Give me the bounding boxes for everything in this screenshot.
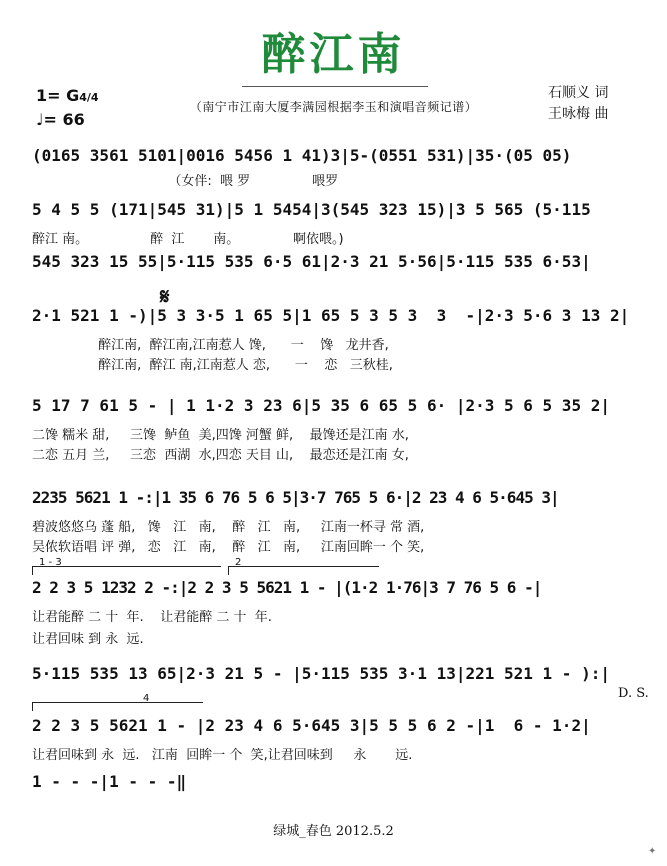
lyric-line-2: 醉江 南。 醉 江 南。 啊依喂。) bbox=[32, 232, 344, 247]
score-line-10: 1 - - -|1 - - -‖ bbox=[32, 772, 187, 791]
subtitle: （南宁市江南大厦李满园根据李玉和演唱音频记谱） bbox=[189, 100, 478, 114]
song-title: 醉江南 bbox=[261, 29, 406, 80]
score-line-1: (0165 3561 5101|0016 5456 1 41)3|5-(0551 531)|35·(05 05) bbox=[32, 146, 572, 165]
volta-label-1-3: 1 - 3 bbox=[39, 557, 62, 568]
lyric-line-4: 醉江南, 醉江 南,江南惹人 恋, 一 恋 三秋桂, bbox=[32, 358, 393, 373]
volta-bracket-2 bbox=[228, 557, 379, 575]
score-line-6: 2235 5621 1 -:|1 35 6 76 5 6 5|3·7 765 5 6·|2 23 4 6 5·645 3| bbox=[32, 488, 559, 507]
tempo-marking: ♩= 66 bbox=[36, 110, 85, 129]
lyric-line-10: 让君回味 到 永 远. bbox=[32, 632, 144, 647]
volta-bracket-4 bbox=[32, 693, 203, 711]
lyric-line-8: 吴侬软语唱 评 弹, 恋 江 南, 醉 江 南, 江南回眸一 个 笑, bbox=[32, 540, 425, 555]
score-line-2: 5 4 5 5 (171|545 31)|5 1 5454|3(545 323 15)|3 5 565 (5·115 bbox=[32, 200, 591, 219]
dal-segno: D. S. bbox=[618, 686, 649, 701]
lyric-line-1: （女伴: 喂 罗 喂罗 bbox=[32, 174, 339, 189]
volta-label-4: 4 bbox=[143, 693, 150, 704]
score-line-8: 5·115 535 13 65|2·3 21 5 - |5·115 535 3·1 13|221 521 1 - ):| bbox=[32, 664, 610, 683]
lyric-line-7: 碧波悠悠乌 蓬 船, 馋 江 南, 醉 江 南, 江南一杯寻 常 酒, bbox=[32, 520, 425, 535]
lyric-line-5: 二馋 糯米 甜, 三馋 鲈鱼 美,四馋 河蟹 鲜, 最馋还是江南 水, bbox=[32, 428, 409, 443]
lyric-line-6: 二恋 五月 兰, 三恋 西湖 水,四恋 天目 山, 最恋还是江南 女, bbox=[32, 448, 409, 463]
lyric-line-11: 让君回味到 永 远. 江南 回眸一 个 笑,让君回味到 永 远. bbox=[32, 748, 413, 763]
composer-credit: 王咏梅 曲 bbox=[548, 106, 609, 122]
score-line-5: 5 17 7 61 5 - | 1 1·2 3 23 6|5 35 6 65 5 6· |2·3 5 6 5 35 2| bbox=[32, 396, 610, 415]
footer-credit: 绿城_春色 2012.5.2 bbox=[273, 824, 394, 839]
corner-ornament-icon: ✦ bbox=[648, 846, 657, 857]
volta-bracket-1-3 bbox=[32, 557, 221, 575]
score-line-9: 2 2 3 5 5621 1 - |2 23 4 6 5·645 3|5 5 5 6 2 -|1 6 - 1·2| bbox=[32, 716, 591, 735]
lyric-line-3: 醉江南, 醉江南,江南惹人 馋, 一 馋 龙井香, bbox=[32, 338, 389, 353]
score-line-3: 545 323 15 55|5·115 535 6·5 61|2·3 21 5·56|5·115 535 6·53| bbox=[32, 252, 591, 271]
key-label: 1= G bbox=[36, 86, 80, 105]
volta-label-2: 2 bbox=[235, 557, 242, 568]
title-underline bbox=[242, 86, 428, 87]
score-line-4: 2·1 521 1 -)|5 3 3·5 1 65 5|1 65 5 3 5 3 3 -|2·3 5·6 3 13 2| bbox=[32, 306, 630, 325]
score-line-7: 2 2 3 5 1232 2 -:|2 2 3 5 5621 1 - |(1·2 1·76|3 7 76 5 6 -| bbox=[32, 578, 542, 597]
segno-mark: 𝄋 bbox=[160, 284, 170, 310]
lyric-line-9: 让君能醉 二 十 年. 让君能醉 二 十 年. bbox=[32, 610, 272, 625]
time-signature: 4/4 bbox=[79, 91, 99, 104]
lyricist-credit: 石顺义 词 bbox=[548, 85, 609, 101]
